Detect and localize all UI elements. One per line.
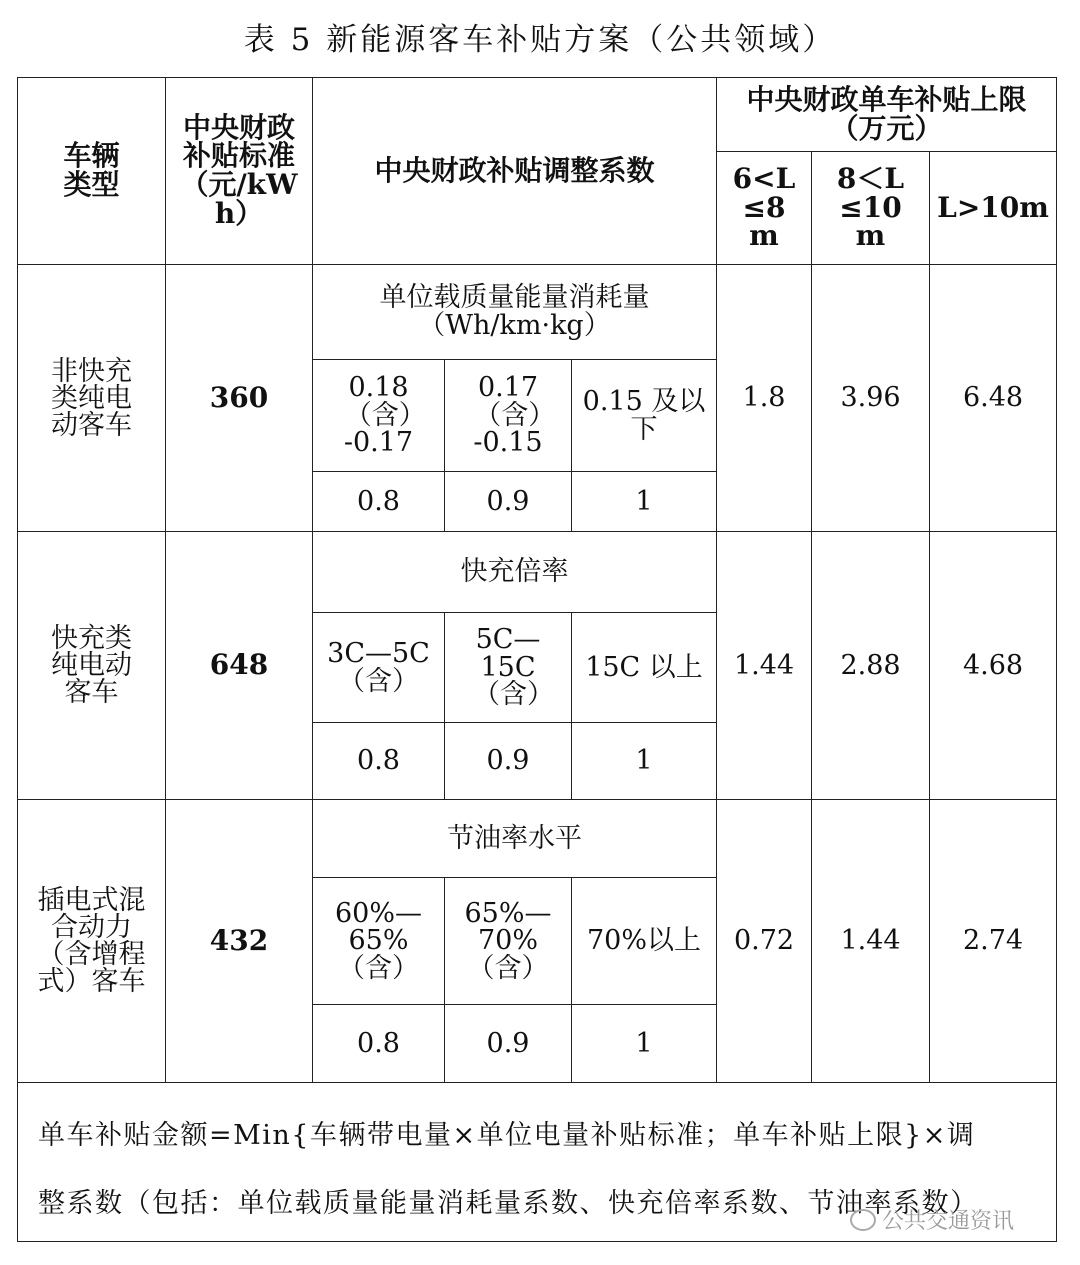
vehicle-type-cell: 插电式混合动力（含增程式）客车: [17, 799, 166, 1083]
range-cell: 70%以上: [571, 877, 717, 1005]
coef-cell: 1: [571, 722, 717, 800]
standard-cell: 648: [165, 531, 313, 800]
cap-cell: 0.72: [716, 799, 812, 1083]
watermark-text: 公共交通资讯: [882, 1209, 1015, 1234]
param-header-cell: 节油率水平: [312, 799, 717, 878]
coef-cell: 0.9: [444, 722, 572, 800]
vehicle-type-cell: 非快充类纯电动客车: [17, 264, 166, 532]
coef-cell: 1: [571, 1004, 717, 1083]
header-coefficient: 中央财政补贴调整系数: [312, 77, 717, 265]
header-vehicle-type: 车辆类型: [17, 77, 166, 265]
header-length-3: L>10m: [929, 151, 1057, 265]
coef-cell: 0.8: [312, 1004, 445, 1083]
coef-cell: 0.9: [444, 1004, 572, 1083]
range-cell: 3C—5C（含）: [312, 612, 445, 723]
range-cell: 5C—15C（含）: [444, 612, 572, 723]
header-cap: 中央财政单车补贴上限（万元）: [716, 77, 1057, 152]
range-cell: 0.15 及以下: [571, 359, 717, 472]
range-cell: 15C 以上: [571, 612, 717, 723]
watermark: [850, 1204, 1014, 1235]
coef-cell: 1: [571, 471, 717, 532]
coef-cell: 0.8: [312, 471, 445, 532]
table-title: 表 5 新能源客车补贴方案（公共领域）: [243, 22, 837, 58]
param-header-cell: 单位载质量能量消耗量（Wh/km·kg）: [312, 264, 717, 360]
cap-cell: 1.8: [716, 264, 812, 532]
cap-cell: 2.88: [811, 531, 930, 800]
formula-line-1: 单车补贴金额=Min{车辆带电量×单位电量补贴标准；单车补贴上限}×调: [38, 1120, 976, 1151]
header-length-1: 6<L≤8m: [716, 151, 812, 265]
coef-cell: 0.9: [444, 471, 572, 532]
range-cell: 0.18（含）-0.17: [312, 359, 445, 472]
range-cell: 0.17（含）-0.15: [444, 359, 572, 472]
cap-cell: 1.44: [811, 799, 930, 1083]
header-standard: 中央财政补贴标准（元/kWh）: [165, 77, 313, 265]
param-header-cell: 快充倍率: [312, 531, 717, 613]
header-length-2: 8＜L≤10m: [811, 151, 930, 265]
wechat-icon: [850, 1209, 876, 1231]
vehicle-type-cell: 快充类纯电动客车: [17, 531, 166, 800]
range-cell: 60%—65%（含）: [312, 877, 445, 1005]
coef-cell: 0.8: [312, 722, 445, 800]
formula-line-2: 整系数（包括：单位载质量能量消耗量系数、快充倍率系数、节油率系数）: [38, 1188, 979, 1219]
standard-cell: 432: [165, 799, 313, 1083]
standard-cell: 360: [165, 264, 313, 532]
cap-cell: 3.96: [811, 264, 930, 532]
cap-cell: 4.68: [929, 531, 1057, 800]
cap-cell: 6.48: [929, 264, 1057, 532]
cap-cell: 2.74: [929, 799, 1057, 1083]
cap-cell: 1.44: [716, 531, 812, 800]
range-cell: 65%—70%（含）: [444, 877, 572, 1005]
